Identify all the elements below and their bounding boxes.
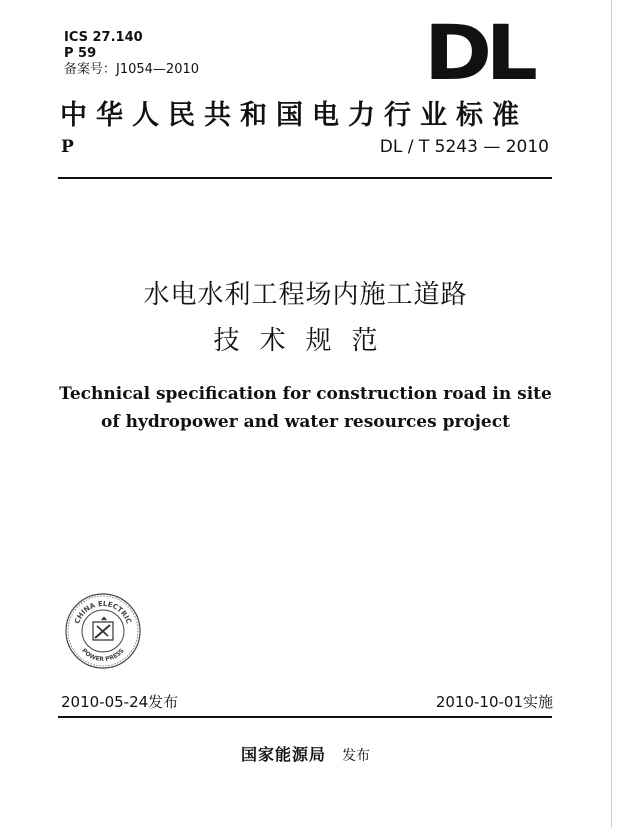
p-classification: P 59 xyxy=(64,46,97,61)
svg-text:CHINA ELECTRIC xyxy=(73,600,133,625)
seal-top-text: CHINA ELECTRIC xyxy=(73,599,133,625)
meta-block xyxy=(64,30,199,78)
publisher-name: 国家能源局 xyxy=(240,745,326,764)
page-edge xyxy=(611,0,612,828)
publisher-line xyxy=(0,742,611,765)
standard-title: 中华人民共和国电力行业标准 xyxy=(60,100,528,131)
svg-text:POWER PRESS xyxy=(80,647,125,663)
dl-logo: DL xyxy=(424,8,532,97)
effective-date: 2010-10-01实施 xyxy=(435,693,553,711)
seal-bottom-text: POWER PRESS xyxy=(80,647,126,664)
ics-code: ICS 27.140 xyxy=(64,30,143,45)
en-title xyxy=(0,380,611,436)
category-code: P xyxy=(61,137,74,157)
cn-title-line1: 水电水利工程场内施工道路 xyxy=(143,280,468,310)
standard-number: DL / T 5243 — 2010 xyxy=(379,137,549,157)
publisher-action: 发布 xyxy=(342,748,370,764)
top-divider xyxy=(58,177,552,179)
filing-number: 备案号：J1054—2010 xyxy=(64,62,200,77)
cn-title-line2: 技术规范 xyxy=(213,326,398,356)
release-date: 2010-05-24发布 xyxy=(61,693,179,711)
en-title-line1: Technical specification for construction road in site xyxy=(59,384,552,404)
en-title-line2: of hydropower and water resources project xyxy=(101,412,510,432)
bottom-divider xyxy=(58,716,552,718)
publisher-seal-icon xyxy=(64,592,142,670)
